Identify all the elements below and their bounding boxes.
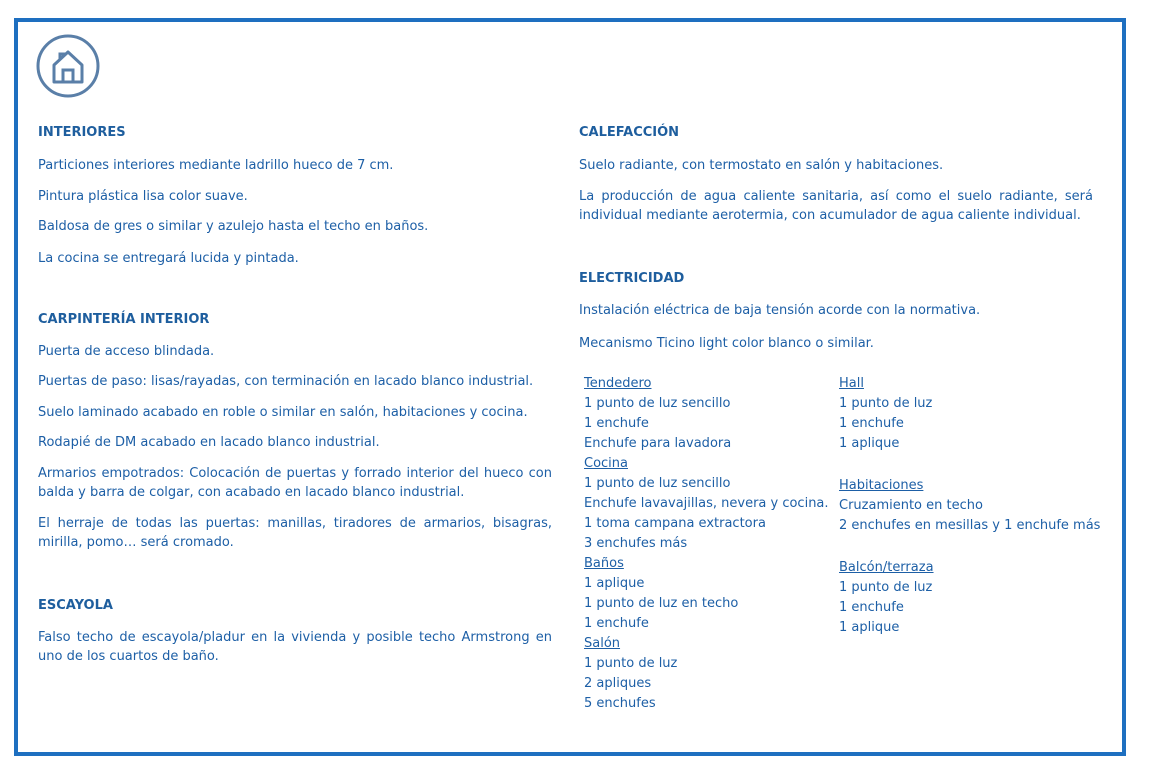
- room-line: 1 aplique: [584, 576, 645, 591]
- paragraph: La cocina se entregará lucida y pintada.: [38, 251, 299, 266]
- section-title: CARPINTERÍA INTERIOR: [38, 312, 210, 327]
- paragraph: Falso techo de escayola/pladur en la vivienda y posible techo Armstrong en uno de los cuartos de baño.: [38, 630, 552, 664]
- room-line: 1 punto de luz en techo: [584, 596, 739, 611]
- room-line: 2 apliques: [584, 676, 652, 691]
- room-line: 3 enchufes más: [584, 536, 688, 551]
- room-balcon-terraza: [839, 558, 1109, 638]
- paragraph: La producción de agua caliente sanitaria, así como el suelo radiante, será individual mediante aerotermia, con acumulador de agua caliente individual.: [579, 189, 1093, 223]
- section-title: INTERIORES: [38, 125, 126, 140]
- paragraph: Puertas de paso: lisas/rayadas, con terminación en lacado blanco industrial.: [38, 374, 534, 389]
- room-line: 1 enchufe: [839, 416, 904, 431]
- room-tendedero: [584, 374, 834, 454]
- section-electricidad: [579, 270, 1093, 351]
- paragraph: Suelo laminado acabado en roble o similar en salón, habitaciones y cocina.: [38, 405, 528, 420]
- room-line: 1 punto de luz sencillo: [584, 476, 731, 491]
- room-banos: [584, 554, 834, 634]
- room-line: 5 enchufes: [584, 696, 656, 711]
- room-name: Baños: [584, 556, 624, 571]
- paragraph: Mecanismo Ticino light color blanco o similar.: [579, 336, 874, 351]
- house-logo-icon: [36, 34, 100, 98]
- room-line: 1 toma campana extractora: [584, 516, 766, 531]
- paragraph: Instalación eléctrica de baja tensión acorde con la normativa.: [579, 303, 981, 318]
- paragraph: Pintura plástica lisa color suave.: [38, 189, 248, 204]
- room-line: 1 enchufe: [584, 416, 649, 431]
- rooms-left: [584, 374, 834, 714]
- section-interiores: [38, 124, 552, 266]
- room-name: Tendedero: [584, 376, 652, 391]
- room-line: 1 aplique: [839, 436, 900, 451]
- room-line: 1 enchufe: [839, 600, 904, 615]
- rooms-right: [839, 374, 1109, 638]
- room-habitaciones: [839, 476, 1109, 536]
- room-name: Salón: [584, 636, 621, 651]
- room-line: 1 punto de luz: [839, 396, 933, 411]
- section-escayola: [38, 597, 552, 664]
- room-line: Enchufe lavavajillas, nevera y cocina.: [584, 496, 829, 511]
- room-name: Balcón/terraza: [839, 560, 934, 575]
- room-name: Habitaciones: [839, 478, 924, 493]
- room-line: Enchufe para lavadora: [584, 436, 732, 451]
- paragraph: El herraje de todas las puertas: manillas, tiradores de armarios, bisagras, mirilla, pomo… será cromado.: [38, 516, 552, 550]
- section-carpinteria: [38, 311, 552, 550]
- room-line: 2 enchufes en mesillas y 1 enchufe más: [839, 518, 1101, 533]
- room-line: 1 punto de luz: [584, 656, 678, 671]
- room-salon: [584, 634, 834, 714]
- paragraph: Suelo radiante, con termostato en salón y habitaciones.: [579, 158, 944, 173]
- room-line: 1 aplique: [839, 620, 900, 635]
- room-hall: [839, 374, 1109, 454]
- paragraph: Particiones interiores mediante ladrillo hueco de 7 cm.: [38, 158, 394, 173]
- paragraph: Baldosa de gres o similar y azulejo hasta el techo en baños.: [38, 219, 429, 234]
- paragraph: Armarios empotrados: Colocación de puertas y forrado interior del hueco con balda y barra de colgar, con acabado en lacado blanco industrial.: [38, 466, 552, 500]
- room-name: Hall: [839, 376, 864, 391]
- room-line: 1 punto de luz: [839, 580, 933, 595]
- section-title: ELECTRICIDAD: [579, 271, 685, 286]
- room-line: 1 enchufe: [584, 616, 649, 631]
- section-calefaccion: [579, 124, 1093, 223]
- section-title: CALEFACCIÓN: [579, 125, 680, 140]
- room-name: Cocina: [584, 456, 628, 471]
- room-cocina: [584, 454, 834, 554]
- paragraph: Rodapié de DM acabado en lacado blanco industrial.: [38, 435, 380, 450]
- room-line: 1 punto de luz sencillo: [584, 396, 731, 411]
- room-line: Cruzamiento en techo: [839, 498, 983, 513]
- paragraph: Puerta de acceso blindada.: [38, 344, 215, 359]
- section-title: ESCAYOLA: [38, 598, 113, 613]
